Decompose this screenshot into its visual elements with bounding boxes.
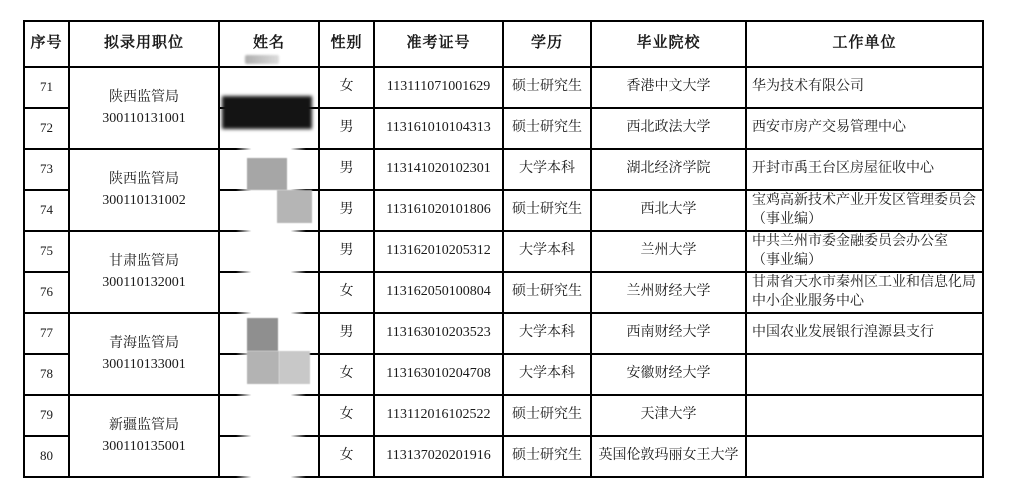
cell-name-redacted	[219, 67, 319, 108]
cell-name-redacted	[219, 108, 319, 149]
cell-gender: 女	[319, 354, 374, 395]
cell-no: 76	[24, 272, 69, 313]
cell-school: 天津大学	[591, 395, 746, 436]
cell-exam-id: 113163010203523	[374, 313, 503, 354]
cell-degree: 大学本科	[503, 354, 591, 395]
cell-school: 西北政法大学	[591, 108, 746, 149]
cell-exam-id: 113163010204708	[374, 354, 503, 395]
cell-no: 73	[24, 149, 69, 190]
col-header-no: 序号	[24, 21, 69, 67]
table-row-79	[24, 395, 983, 436]
cell-exam-id: 113112016102522	[374, 395, 503, 436]
position-bureau: 新疆监管局	[109, 418, 179, 433]
cell-employer	[746, 354, 983, 395]
cell-employer: 开封市禹王台区房屋征收中心	[746, 149, 983, 190]
cell-no: 71	[24, 67, 69, 108]
cell-name-redacted	[219, 354, 319, 395]
table-row-75	[24, 231, 983, 272]
cell-name-redacted	[219, 436, 319, 477]
position-bureau: 陕西监管局	[109, 172, 179, 187]
cell-no: 77	[24, 313, 69, 354]
cell-gender: 男	[319, 313, 374, 354]
cell-position	[69, 231, 219, 313]
cell-degree: 硕士研究生	[503, 190, 591, 231]
cell-position	[69, 149, 219, 231]
cell-degree: 大学本科	[503, 149, 591, 190]
col-header-gender: 性别	[319, 21, 374, 67]
cell-exam-id: 113141020102301	[374, 149, 503, 190]
cell-position	[69, 313, 219, 395]
cell-no: 78	[24, 354, 69, 395]
cell-exam-id: 113162010205312	[374, 231, 503, 272]
cell-gender: 女	[319, 395, 374, 436]
table-row-77	[24, 313, 983, 354]
cell-degree: 硕士研究生	[503, 272, 591, 313]
cell-employer: 宝鸡高新技术产业开发区管理委员会（事业编）	[746, 190, 983, 231]
cell-degree: 硕士研究生	[503, 395, 591, 436]
position-code: 300110131002	[102, 193, 186, 208]
cell-exam-id: 113137020201916	[374, 436, 503, 477]
cell-gender: 女	[319, 272, 374, 313]
cell-position	[69, 67, 219, 149]
table-row-73	[24, 149, 983, 190]
cell-school: 兰州大学	[591, 231, 746, 272]
cell-position	[69, 395, 219, 477]
cell-employer: 华为技术有限公司	[746, 67, 983, 108]
cell-degree: 大学本科	[503, 313, 591, 354]
cell-employer	[746, 395, 983, 436]
cell-school: 英国伦敦玛丽女王大学	[591, 436, 746, 477]
cell-employer: 西安市房产交易管理中心	[746, 108, 983, 149]
cell-degree: 硕士研究生	[503, 108, 591, 149]
header-row	[24, 21, 983, 67]
cell-name-redacted	[219, 272, 319, 313]
table-row-71	[24, 67, 983, 108]
position-bureau: 甘肃监管局	[109, 254, 179, 269]
position-code: 300110133001	[102, 357, 186, 372]
col-header-employer: 工作单位	[746, 21, 983, 67]
cell-exam-id: 113161020101806	[374, 190, 503, 231]
cell-school: 西南财经大学	[591, 313, 746, 354]
cell-name-redacted	[219, 149, 319, 190]
position-code: 300110135001	[102, 439, 186, 454]
cell-school: 香港中文大学	[591, 67, 746, 108]
cell-school: 兰州财经大学	[591, 272, 746, 313]
recruitment-table	[23, 20, 984, 478]
cell-name-redacted	[219, 395, 319, 436]
cell-degree: 硕士研究生	[503, 67, 591, 108]
position-bureau: 青海监管局	[109, 336, 179, 351]
position-bureau: 陕西监管局	[109, 90, 179, 105]
cell-employer: 甘肃省天水市秦州区工业和信息化局中小企业服务中心	[746, 272, 983, 313]
position-code: 300110132001	[102, 275, 186, 290]
cell-school: 安徽财经大学	[591, 354, 746, 395]
cell-no: 75	[24, 231, 69, 272]
cell-no: 74	[24, 190, 69, 231]
col-header-name: 姓名	[219, 21, 319, 67]
col-header-exam-id: 准考证号	[374, 21, 503, 67]
col-header-position: 拟录用职位	[69, 21, 219, 67]
cell-no: 80	[24, 436, 69, 477]
cell-gender: 男	[319, 108, 374, 149]
cell-employer: 中国农业发展银行湟源县支行	[746, 313, 983, 354]
cell-employer: 中共兰州市委金融委员会办公室 （事业编）	[746, 231, 983, 272]
cell-no: 79	[24, 395, 69, 436]
cell-exam-id: 113161010104313	[374, 108, 503, 149]
cell-gender: 男	[319, 149, 374, 190]
cell-name-redacted	[219, 190, 319, 231]
col-header-school: 毕业院校	[591, 21, 746, 67]
cell-gender: 男	[319, 190, 374, 231]
cell-name-redacted	[219, 313, 319, 354]
cell-gender: 男	[319, 231, 374, 272]
cell-employer	[746, 436, 983, 477]
cell-gender: 女	[319, 436, 374, 477]
position-code: 300110131001	[102, 111, 186, 126]
col-header-degree: 学历	[503, 21, 591, 67]
cell-gender: 女	[319, 67, 374, 108]
cell-degree: 大学本科	[503, 231, 591, 272]
cell-no: 72	[24, 108, 69, 149]
cell-name-redacted	[219, 231, 319, 272]
cell-school: 西北大学	[591, 190, 746, 231]
cell-exam-id: 113162050100804	[374, 272, 503, 313]
cell-school: 湖北经济学院	[591, 149, 746, 190]
cell-degree: 硕士研究生	[503, 436, 591, 477]
cell-exam-id: 113111071001629	[374, 67, 503, 108]
